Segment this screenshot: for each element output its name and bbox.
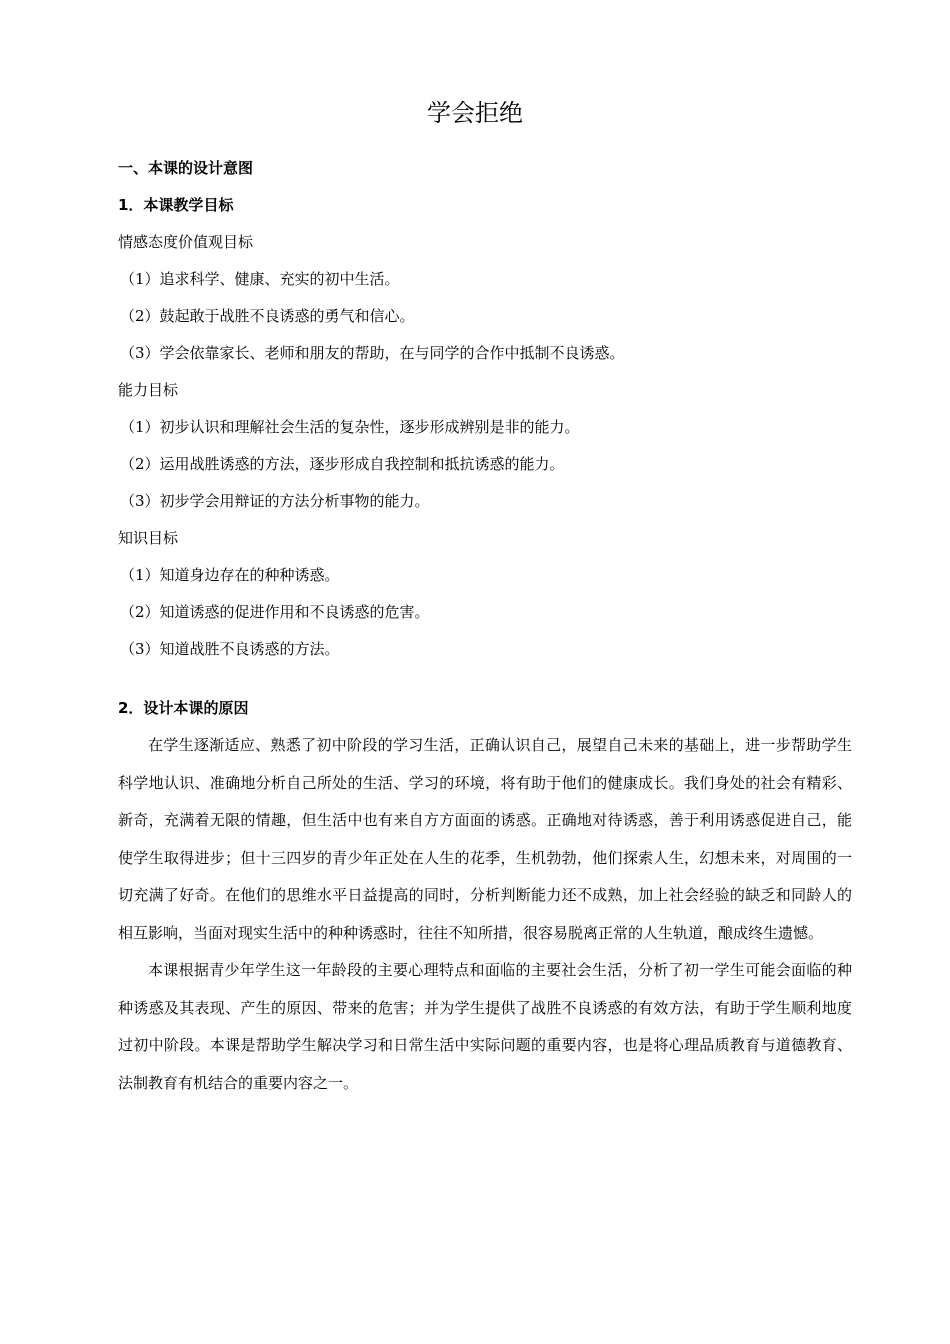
objective-item: （2）鼓起敢于战胜不良诱惑的勇气和信心。 — [120, 307, 415, 325]
subsection-heading-reasons: 2．设计本课的原因 — [118, 699, 249, 717]
objective-item: （1）追求科学、健康、充实的初中生活。 — [120, 270, 400, 288]
objective-item: （3）初步学会用辩证的方法分析事物的能力。 — [120, 492, 430, 510]
spacer — [118, 668, 852, 690]
body-paragraph: 本课根据青少年学生这一年龄段的主要心理特点和面临的主要社会生活，分析了初一学生可能会面临的种种诱惑及其表现、产生的原因、带来的危害；并为学生提供了战胜不良诱惑的有效方法，有助于学生顺利地度过初中阶段。本课是帮助学生解决学习和日常生活中实际问题的重要内容，也是将心理品质教育与道德教育、法制教育有机结合的重要内容之一。 — [118, 961, 852, 1092]
document-body — [118, 150, 852, 1102]
objective-group-label-knowledge: 知识目标 — [118, 529, 179, 547]
objective-item: （1）知道身边存在的种种诱惑。 — [120, 566, 340, 584]
objective-group-label-attitude: 情感态度价值观目标 — [118, 233, 254, 251]
document-title: 学会拒绝 — [427, 99, 523, 127]
subsection-heading-objectives: 1．本课教学目标 — [118, 196, 234, 214]
objective-group-label-ability: 能力目标 — [118, 381, 179, 399]
section-heading: 一、本课的设计意图 — [118, 159, 254, 177]
objective-item: （2）运用战胜诱惑的方法，逐步形成自我控制和抵抗诱惑的能力。 — [120, 455, 565, 473]
objective-item: （3）知道战胜不良诱惑的方法。 — [120, 640, 340, 658]
objective-item: （2）知道诱惑的促进作用和不良诱惑的危害。 — [120, 603, 430, 621]
objective-item: （1）初步认识和理解社会生活的复杂性，逐步形成辨别是非的能力。 — [120, 418, 580, 436]
body-paragraph: 在学生逐渐适应、熟悉了初中阶段的学习生活，正确认识自己，展望自己未来的基础上，进一步帮助学生科学地认识、准确地分析自己所处的生活、学习的环境，将有助于他们的健康成长。我们身处的社会有精彩、新奇，充满着无限的情趣，但生活中也有来自方方面面的诱惑。正确地对待诱惑，善于利用诱惑促进自己，能使学生取得进步；但十三四岁的青少年正处在人生的花季，生机勃勃，他们探索人生，幻想未来，对周围的一切充满了好奇。在他们的思维水平日益提高的同时，分析判断能力还不成熟，加上社会经验的缺乏和同龄人的相互影响，当面对现实生活中的种种诱惑时，往往不知所措，很容易脱离正常的人生轨道，酿成终生遗憾。 — [118, 736, 852, 942]
objective-item: （3）学会依靠家长、老师和朋友的帮助，在与同学的合作中抵制不良诱惑。 — [120, 344, 625, 362]
